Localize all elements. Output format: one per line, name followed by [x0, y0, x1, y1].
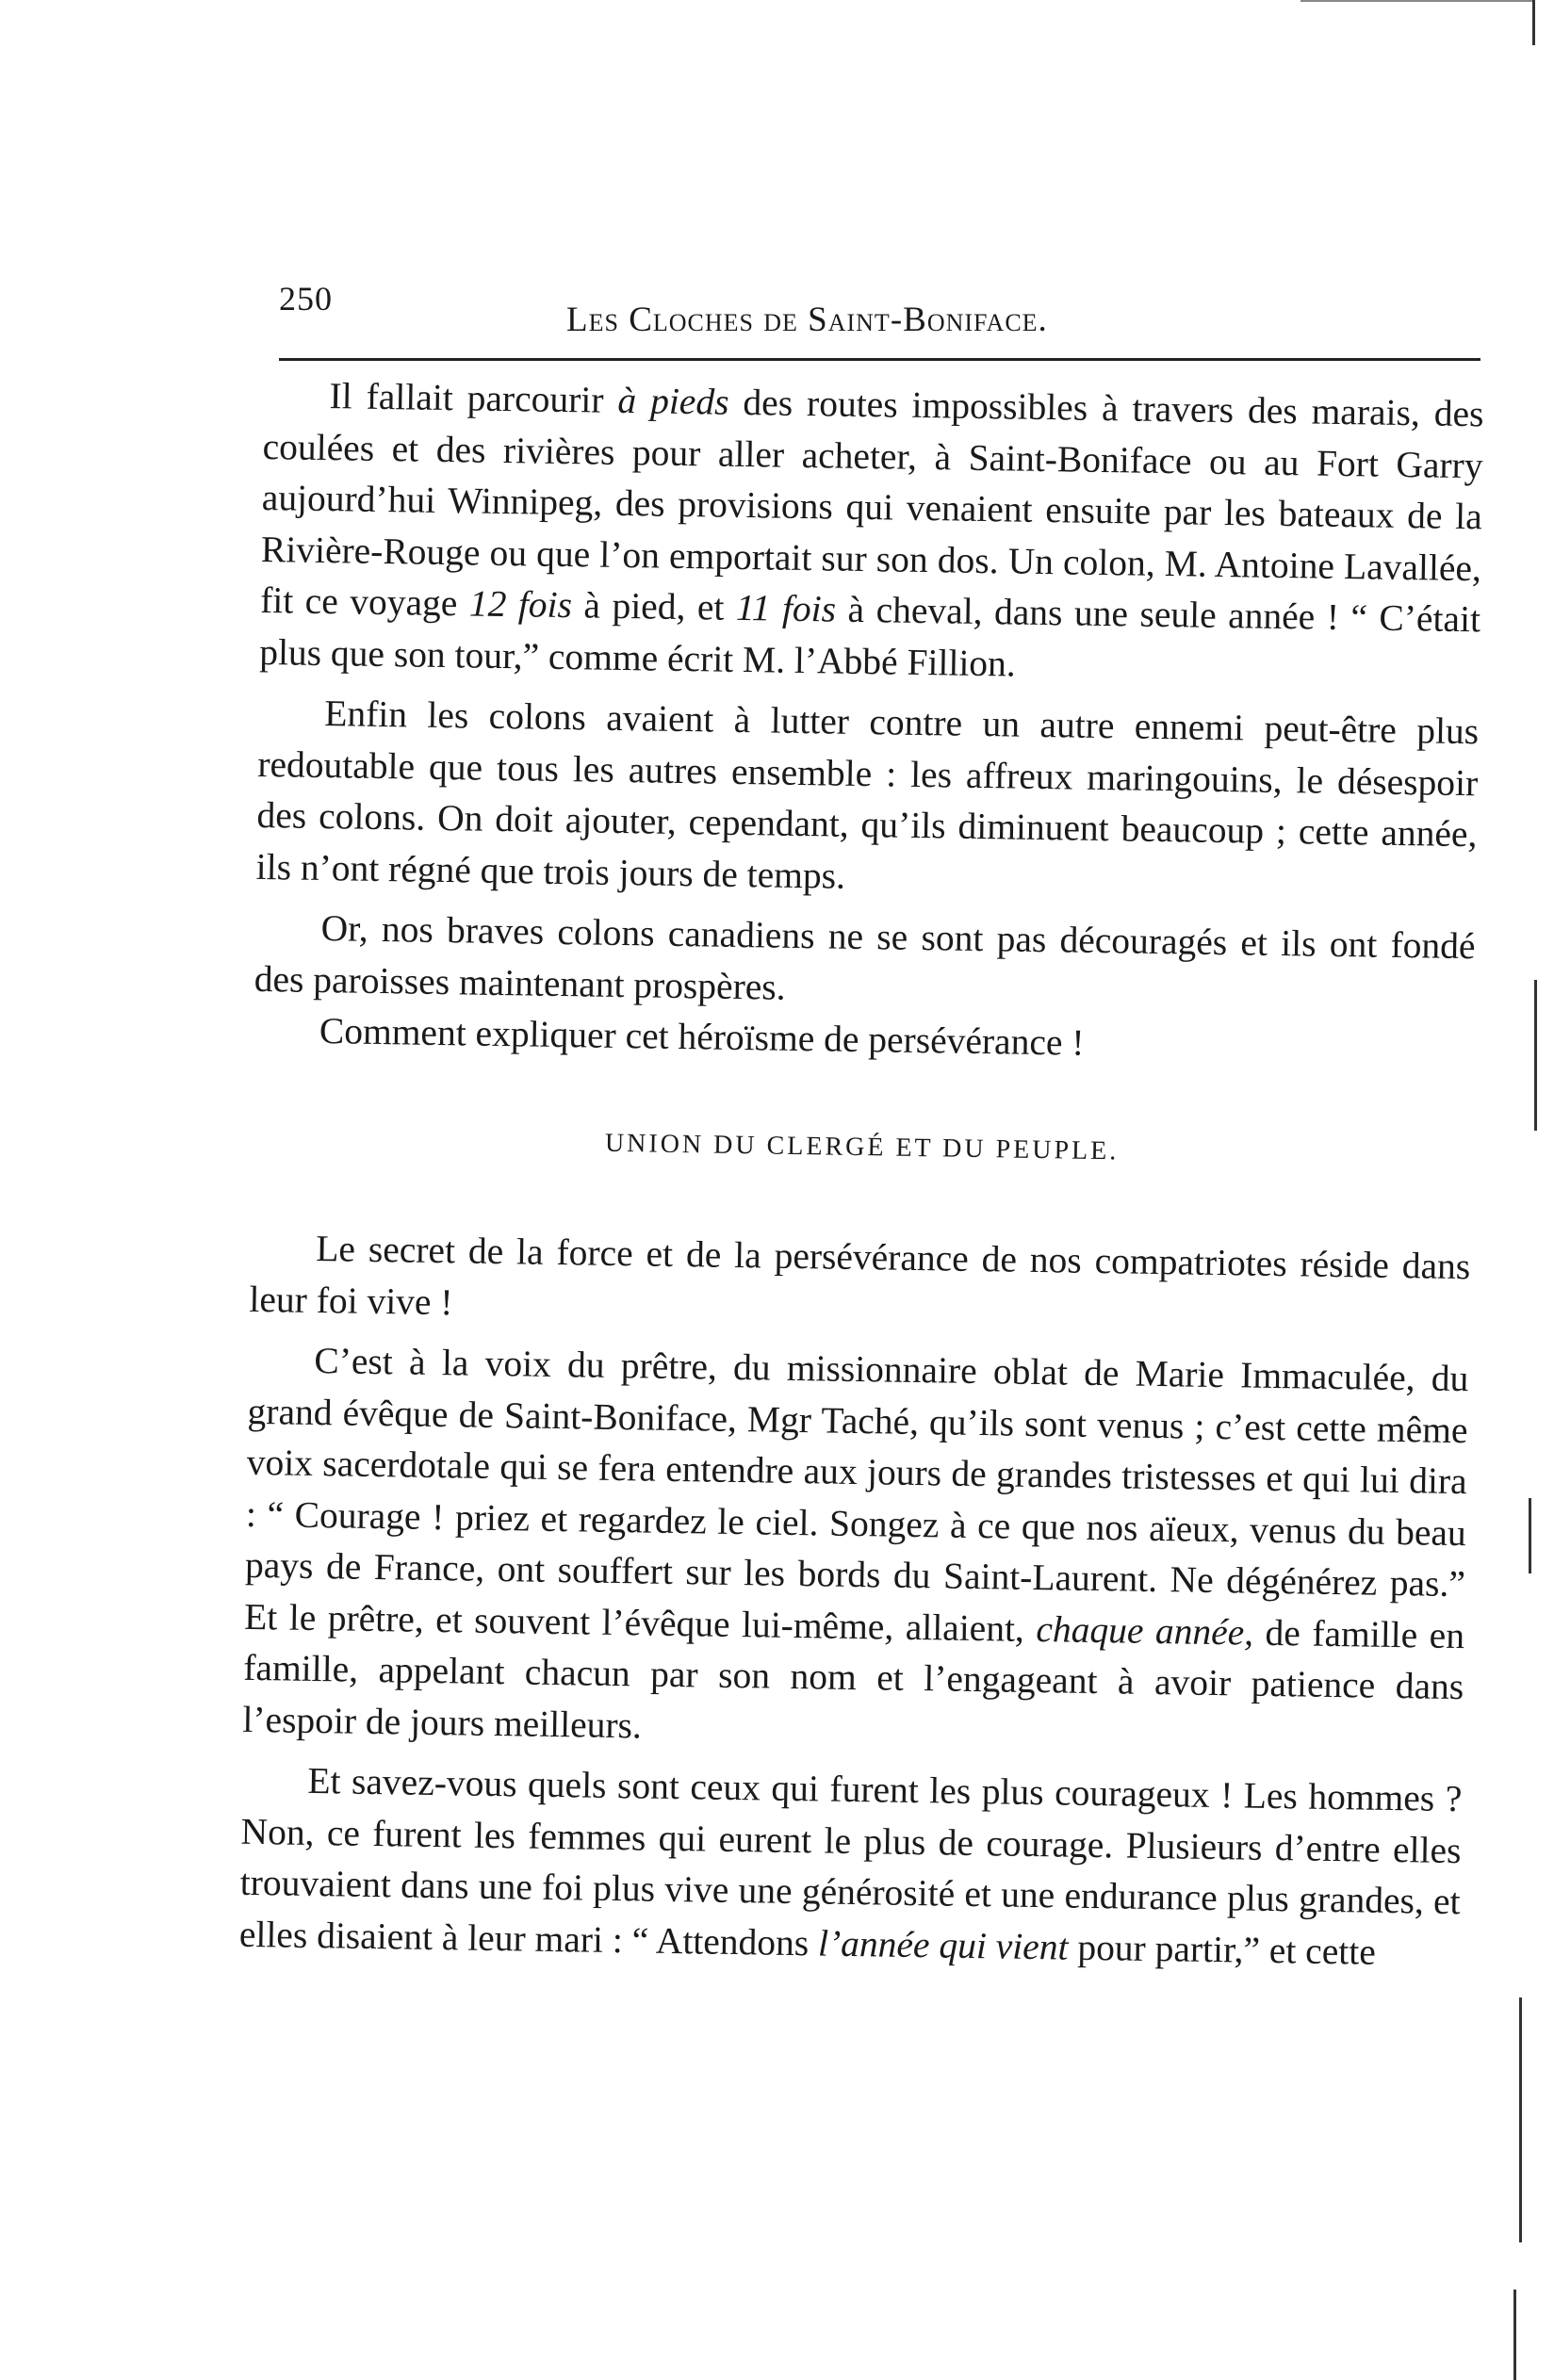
italic-text: à pieds: [617, 379, 729, 423]
text-run: Il fallait parcourir: [329, 375, 618, 421]
paragraph: Enfin les colons avaient à lutter contre un autre ennemi peut-être plus redoutable que tous les autres ensemble : les affreux maringouins, le désespoir des colons. On doit ajouter, cependant, qu’ils diminuent beaucoup ; cette année, ils n’ont régné que trois jours de temps.: [255, 693, 1480, 897]
paragraph: [238, 1754, 1462, 1979]
scan-edge-mark: [1513, 2290, 1516, 2380]
italic-text: 11 fois: [735, 586, 837, 630]
scan-edge-mark: [1529, 1498, 1531, 1573]
text-run: à pied, et: [571, 584, 737, 628]
italic-text: l’année qui vient: [817, 1921, 1069, 1968]
paragraph: [242, 1334, 1469, 1764]
scan-edge-mark: [1534, 980, 1537, 1131]
paragraph: Or, nos braves colons canadiens ne se sont pas découragés et ils ont fondé des paroisses maintenant prospères.: [254, 907, 1476, 1008]
text-run: pour partir,” et cette: [1068, 1926, 1377, 1973]
text-run: de famille en famille, appelant chacun par son nom et l’engageant à avoir patience dans l’espoir de jours meilleurs.: [242, 1611, 1465, 1746]
scan-edge-mark: [1532, 0, 1535, 45]
paragraph: Le secret de la force et de la persévérance de nos compatriotes réside dans leur foi vive !: [249, 1227, 1471, 1323]
page-header: [279, 279, 1480, 354]
text-run: à cheval, dans une seule année ! “ C’était plus que son tour,” comme écrit M. l’Abbé Fillion.: [258, 588, 1481, 685]
text-run: des routes impossibles à travers des marais, des coulées et des rivières pour aller acheter, à Saint-Boniface ou au Fort Garry aujourd’hui Winnipeg, des provisions qui venaient ensuite par les bateaux de la Rivière-Rouge ou que l’on emportait sur son dos. Un colon, M. Antoine Lavallée, fit ce voyage: [259, 381, 1484, 625]
scan-edge-line: [1300, 0, 1534, 2]
paragraph: [259, 369, 1484, 696]
section-heading: UNION DU CLERGÉ ET DU PEUPLE.: [604, 1128, 1120, 1166]
text-run: C’est à la voix du prêtre, du missionnaire oblat de Marie Immaculée, du grand évêque de Saint-Boniface, Mgr Taché, qu’ils sont venus ; c’est cette même voix sacerdotale qui se fera entendre aux jours de grandes tristesses et qui lui dira : “ Courage ! priez et regardez le ciel. Songez à ce que nos aïeux, venus du beau pays de France, ont souffert sur les bords du Saint-Laurent. Ne dégénérez pas.” Et le prêtre, et souvent l’évêque lui-même, allaient,: [243, 1339, 1469, 1650]
running-title: Les Cloches de Saint-Boniface.: [566, 301, 1048, 339]
header-rule: [279, 358, 1480, 361]
scan-edge-mark: [1519, 1997, 1522, 2242]
italic-text: 12 fois: [468, 582, 573, 627]
body-text: [238, 369, 1483, 1979]
italic-text: chaque année,: [1036, 1607, 1254, 1654]
text-run: Et savez-vous quels sont ceux qui furent les plus courageux ! Les hommes ? Non, ce furent les femmes qui eurent le plus de courage. Plusieurs d’entre elles trouvaient dans une foi plus vive une générosité et une endurance plus grandes, et elles disaient à leur mari : “ Attendons: [238, 1759, 1463, 1964]
paragraph: Comment expliquer cet héroïsme de persévérance !: [319, 1010, 1085, 1064]
page-number: 250: [279, 280, 333, 318]
